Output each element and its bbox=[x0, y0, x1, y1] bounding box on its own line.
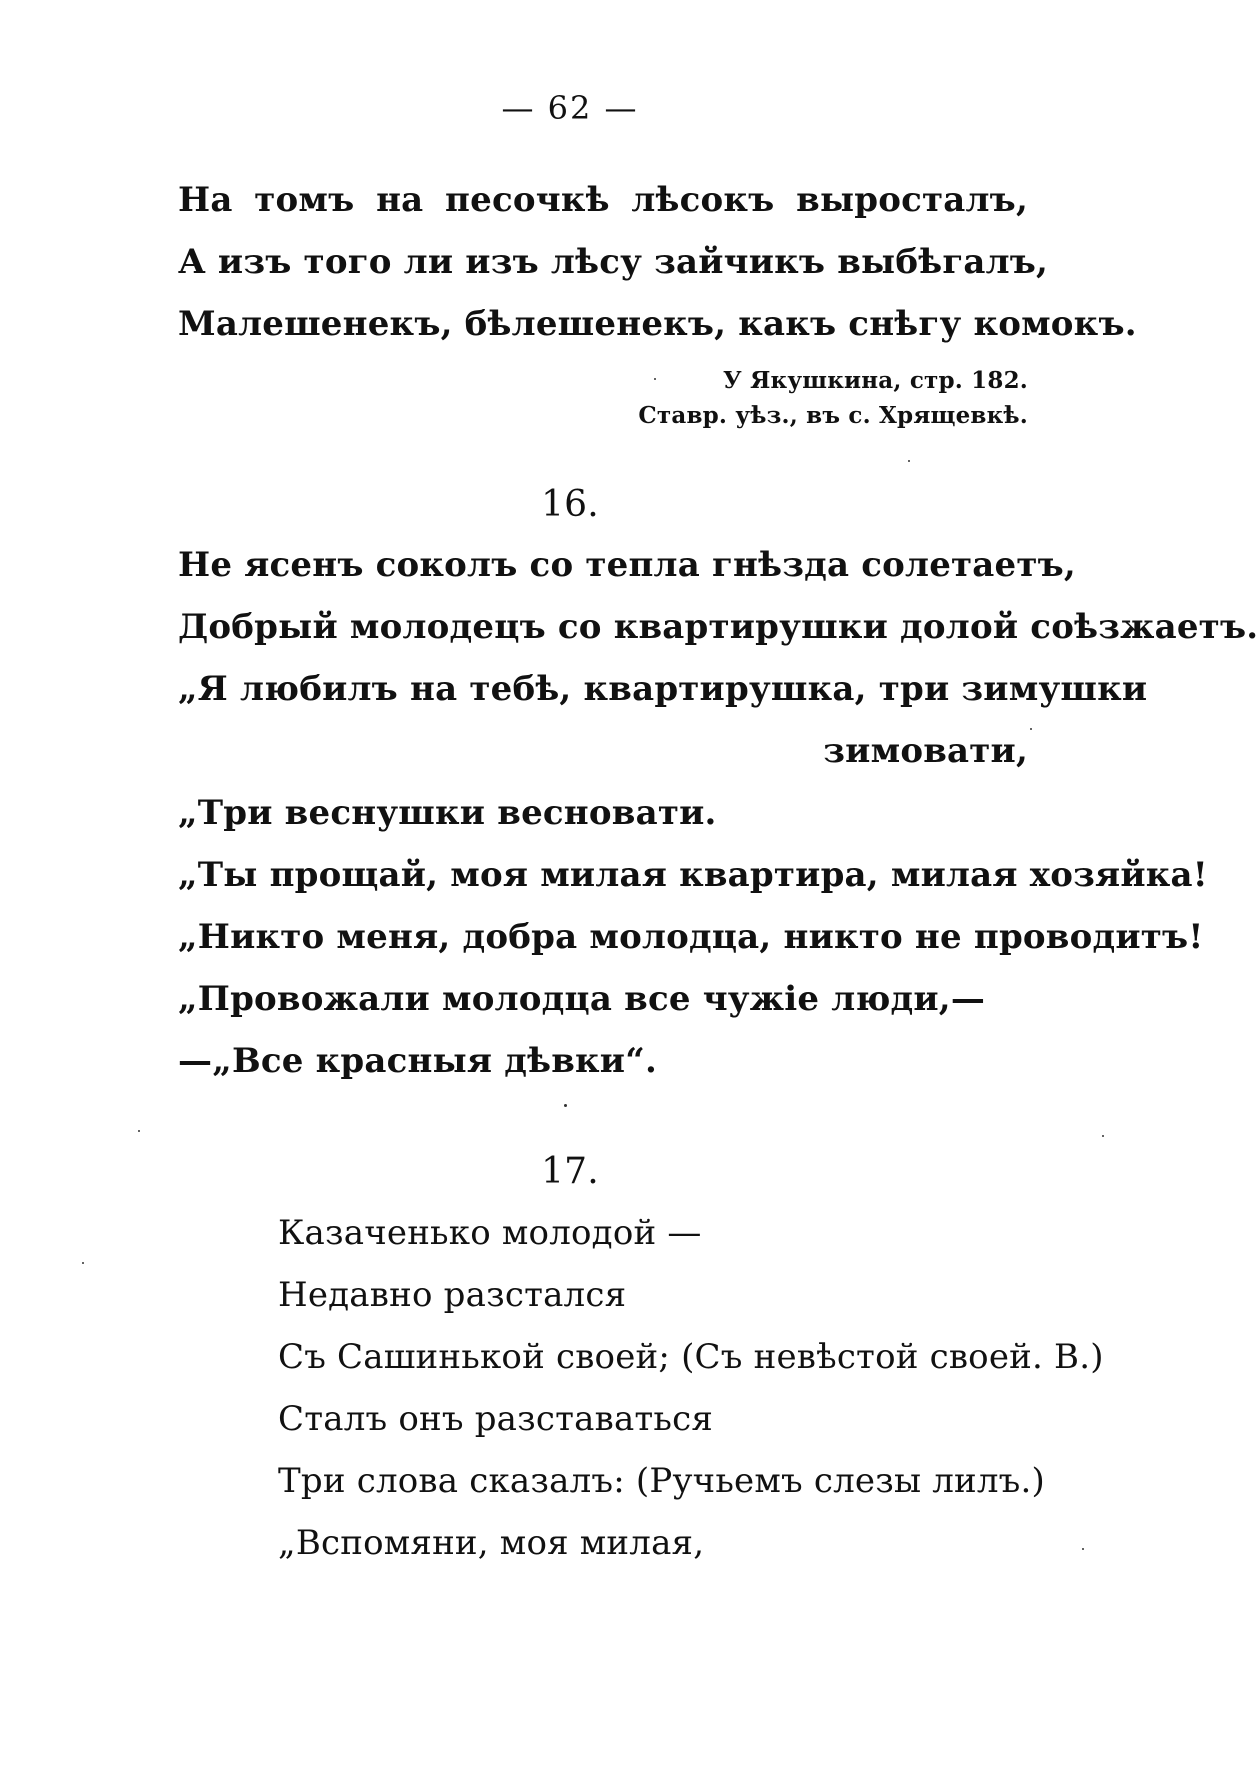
verse-line: „Я любилъ на тебѣ, квартирушка, три зимушки bbox=[178, 669, 1148, 709]
verse-line: Недавно разстался bbox=[278, 1275, 627, 1315]
print-speck bbox=[564, 1104, 567, 1107]
print-speck bbox=[908, 460, 910, 462]
verse-line: Малешенекъ, бѣлешенекъ, какъ снѣгу комокъ. bbox=[178, 304, 1137, 344]
verse-line: „Три веснушки весновати. bbox=[178, 793, 717, 833]
verse-line: —„Все красныя дѣвки“. bbox=[178, 1041, 658, 1081]
verse-line: Не ясенъ соколъ со тепла гнѣзда солетаетъ, bbox=[178, 545, 1076, 585]
verse-line: Три слова сказалъ: (Ручьемъ слезы лилъ.) bbox=[278, 1461, 1045, 1501]
source-citation: У Якушкина, стр. 182. bbox=[723, 367, 1028, 394]
verse-line: „Никто меня, добра молодца, никто не проводитъ! bbox=[178, 917, 1204, 957]
print-speck bbox=[138, 1130, 140, 1132]
print-speck bbox=[1102, 1135, 1104, 1137]
print-speck bbox=[1030, 728, 1032, 730]
song-number: 17. bbox=[541, 1151, 599, 1192]
song-number: 16. bbox=[541, 484, 599, 525]
verse-line: Добрый молодецъ со квартирушки долой соѣзжаетъ. bbox=[178, 607, 1258, 647]
verse-line: „Вспомяни, моя милая, bbox=[278, 1523, 705, 1563]
print-speck bbox=[1082, 1548, 1084, 1550]
print-speck bbox=[654, 378, 656, 380]
verse-line: А изъ того ли изъ лѣсу зайчикъ выбѣгалъ, bbox=[178, 242, 1049, 282]
verse-line: На томъ на песочкѣ лѣсокъ выросталъ, bbox=[178, 180, 1028, 220]
verse-line: Сталъ онъ разставаться bbox=[278, 1399, 714, 1439]
verse-line: Казаченько молодой — bbox=[278, 1213, 702, 1253]
verse-line: зимовати, bbox=[823, 731, 1028, 771]
source-citation: Ставр. уѣз., въ с. Хрящевкѣ. bbox=[638, 402, 1028, 429]
verse-line: Съ Сашинькой своей; (Съ невѣстой своей. В.) bbox=[278, 1337, 1104, 1377]
print-speck bbox=[82, 1262, 84, 1264]
verse-line: „Ты прощай, моя милая квартира, милая хозяйка! bbox=[178, 855, 1208, 895]
verse-line: „Провожали молодца все чужіе люди,— bbox=[178, 979, 986, 1019]
page-number: — 62 — bbox=[501, 89, 639, 127]
